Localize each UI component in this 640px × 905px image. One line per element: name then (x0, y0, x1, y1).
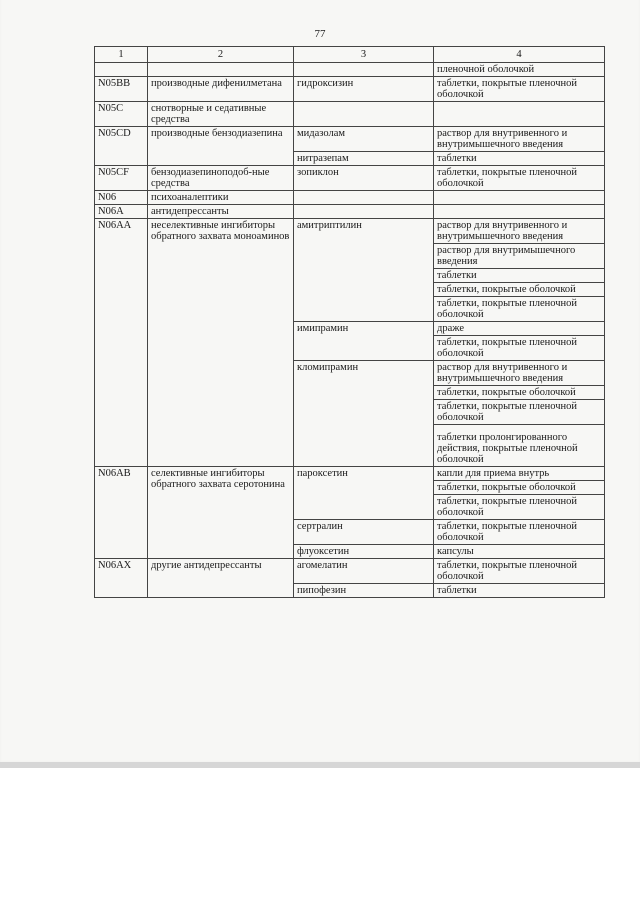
drug-cell (294, 102, 434, 127)
column-header: 2 (148, 47, 294, 63)
form-cell: таблетки, покрытые пленочной оболочкой (434, 559, 605, 584)
atc-code-cell: N06AB (95, 467, 148, 559)
drug-cell (294, 191, 434, 205)
form-cell: таблетки, покрытые пленочной оболочкой (434, 336, 605, 361)
form-cell (434, 102, 605, 127)
table-row (95, 166, 605, 191)
form-cell: таблетки, покрытые пленочной оболочкой (434, 297, 605, 322)
drug-cell: пипофезин (294, 584, 434, 598)
group-cell: антидепрессанты (148, 205, 294, 219)
group-cell (148, 63, 294, 77)
drug-cell: кломипрамин (294, 361, 434, 467)
atc-code-cell: N06AX (95, 559, 148, 598)
table-row (95, 127, 605, 152)
drug-cell: имипрамин (294, 322, 434, 361)
atc-code-cell: N06 (95, 191, 148, 205)
drug-cell: мидазолам (294, 127, 434, 152)
form-cell (434, 205, 605, 219)
drug-cell: пароксетин (294, 467, 434, 520)
form-cell: таблетки, покрытые пленочной оболочкой (434, 166, 605, 191)
form-cell: таблетки, покрытые оболочкой (434, 283, 605, 297)
table-row (95, 205, 605, 219)
group-cell: психоаналептики (148, 191, 294, 205)
drug-cell: сертралин (294, 520, 434, 545)
form-cell: капсулы (434, 545, 605, 559)
form-cell: раствор для внутривенного и внутримышечного введения (434, 127, 605, 152)
group-cell: другие антидепрессанты (148, 559, 294, 598)
form-cell: раствор для внутримышечного введения (434, 244, 605, 269)
form-cell: таблетки, покрытые пленочной оболочкой (434, 400, 605, 425)
form-cell: таблетки, покрытые пленочной оболочкой (434, 77, 605, 102)
drug-cell: гидроксизин (294, 77, 434, 102)
atc-code-cell (95, 63, 148, 77)
form-cell: таблетки пролонгированного действия, покрытые пленочной оболочкой (434, 425, 605, 467)
drug-cell: амитриптилин (294, 219, 434, 322)
atc-code-cell: N05CD (95, 127, 148, 166)
form-cell: пленочной оболочкой (434, 63, 605, 77)
form-cell: таблетки, покрытые оболочкой (434, 386, 605, 400)
table-row (95, 559, 605, 584)
atc-code-cell: N05BB (95, 77, 148, 102)
table-row (95, 467, 605, 481)
form-cell: раствор для внутривенного и внутримышечного введения (434, 361, 605, 386)
table-row (95, 63, 605, 77)
drug-cell: зопиклон (294, 166, 434, 191)
table-row (95, 102, 605, 127)
group-cell: производные дифенилметана (148, 77, 294, 102)
table-row (95, 77, 605, 102)
page-edge (0, 762, 640, 768)
table-header-row (95, 47, 605, 63)
form-cell: таблетки, покрытые пленочной оболочкой (434, 520, 605, 545)
form-cell: таблетки (434, 584, 605, 598)
drug-cell (294, 63, 434, 77)
group-cell: селективные ингибиторы обратного захвата серотонина (148, 467, 294, 559)
column-header: 3 (294, 47, 434, 63)
page-number: 77 (314, 28, 326, 40)
atc-code-cell: N05C (95, 102, 148, 127)
atc-code-cell: N06A (95, 205, 148, 219)
drug-cell: флуоксетин (294, 545, 434, 559)
group-cell: бензодиазепиноподоб-ные средства (148, 166, 294, 191)
drug-table (94, 46, 605, 598)
column-header: 1 (95, 47, 148, 63)
form-cell: раствор для внутривенного и внутримышечного введения (434, 219, 605, 244)
drug-cell: нитразепам (294, 152, 434, 166)
column-header: 4 (434, 47, 605, 63)
group-cell: неселективные ингибиторы обратного захвата моноаминов (148, 219, 294, 467)
drug-cell: агомелатин (294, 559, 434, 584)
group-cell: снотворные и седативные средства (148, 102, 294, 127)
table-row (95, 219, 605, 244)
form-cell: таблетки (434, 152, 605, 166)
table-row (95, 191, 605, 205)
form-cell: таблетки (434, 269, 605, 283)
form-cell (434, 191, 605, 205)
form-cell: таблетки, покрытые оболочкой (434, 481, 605, 495)
form-cell: капли для приема внутрь (434, 467, 605, 481)
form-cell: драже (434, 322, 605, 336)
group-cell: производные бензодиазепина (148, 127, 294, 166)
form-cell: таблетки, покрытые пленочной оболочкой (434, 495, 605, 520)
atc-code-cell: N06AA (95, 219, 148, 467)
drug-cell (294, 205, 434, 219)
atc-code-cell: N05CF (95, 166, 148, 191)
